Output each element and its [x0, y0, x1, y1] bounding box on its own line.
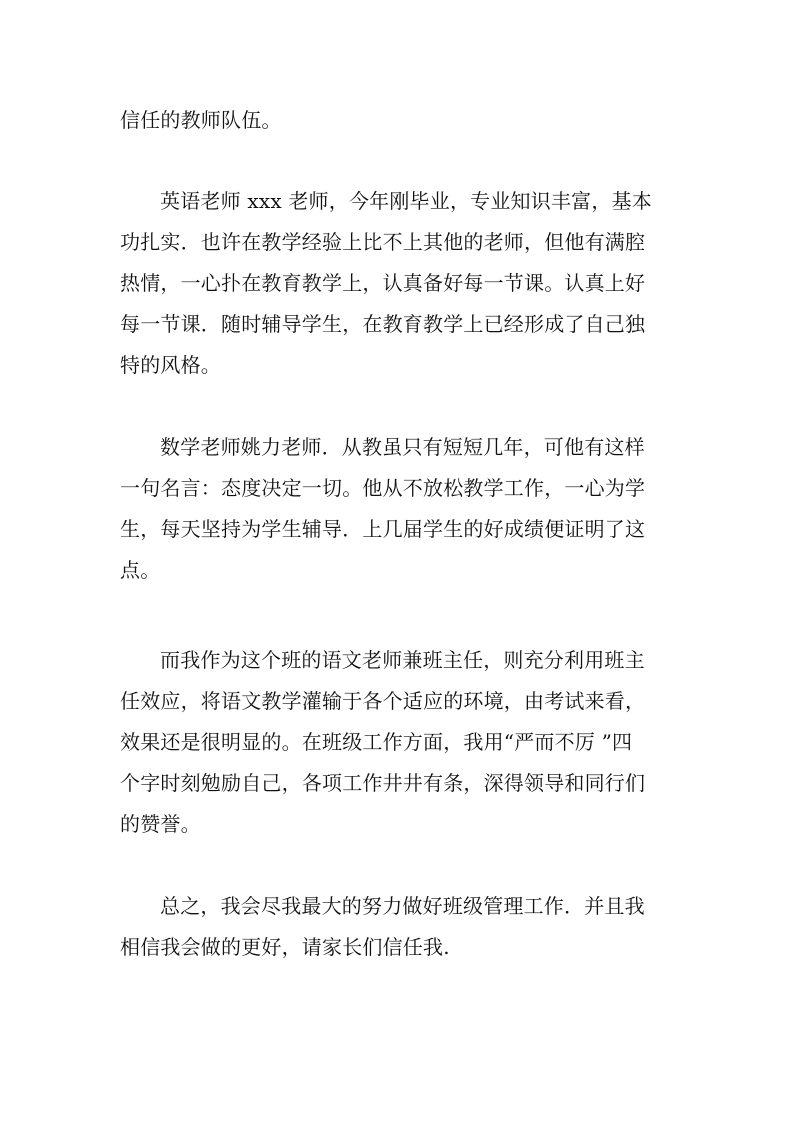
paragraph-line: 数学老师姚力老师．从教虽只有短短几年，可他有这样 [160, 435, 645, 459]
paragraph-closing-line [120, 100, 680, 141]
paragraph-math-teacher [120, 427, 680, 591]
paragraph-conclusion [120, 886, 680, 968]
paragraph-line: 效果还是很明显的。在班级工作方面，我用“严而不厉 ”四 [120, 730, 633, 754]
paragraph-line: 点。 [120, 558, 161, 582]
paragraph-line: 生，每天坚持为学生辅导．上几届学生的好成绩便证明了这 [120, 517, 646, 541]
paragraph-line: 的赞誉。 [120, 812, 201, 836]
paragraph-line: 一句名言：态度决定一切。他从不放松教学工作，一心为学 [120, 476, 646, 500]
paragraph-line: 英语老师 xxx 老师，今年刚毕业，专业知识丰富，基本 [160, 189, 652, 213]
paragraph-line: 个字时刻勉励自己，各项工作井井有条，深得领导和同行们 [120, 771, 646, 795]
paragraph-line: 任效应，将语文教学灌输于各个适应的环境，由考试来看， [120, 689, 646, 713]
paragraph-line: 热情，一心扑在教育教学上，认真备好每一节课。认真上好 [120, 271, 646, 295]
paragraph-line: 而我作为这个班的语文老师兼班主任，则充分利用班主 [160, 648, 645, 672]
paragraph-chinese-teacher [120, 640, 680, 845]
paragraph-line: 信任的教师队伍。 [120, 108, 282, 132]
paragraph-line: 特的风格。 [120, 353, 221, 377]
paragraph-line: 总之，我会尽我最大的努力做好班级管理工作．并且我 [160, 894, 645, 918]
paragraph-line: 相信我会做的更好，请家长们信任我. [120, 935, 450, 959]
paragraph-line: 功扎实．也许在教学经验上比不上其他的老师，但他有满腔 [120, 230, 646, 254]
paragraph-english-teacher [120, 181, 680, 386]
paragraph-line: 每一节课．随时辅导学生，在教育教学上已经形成了自己独 [120, 312, 646, 336]
